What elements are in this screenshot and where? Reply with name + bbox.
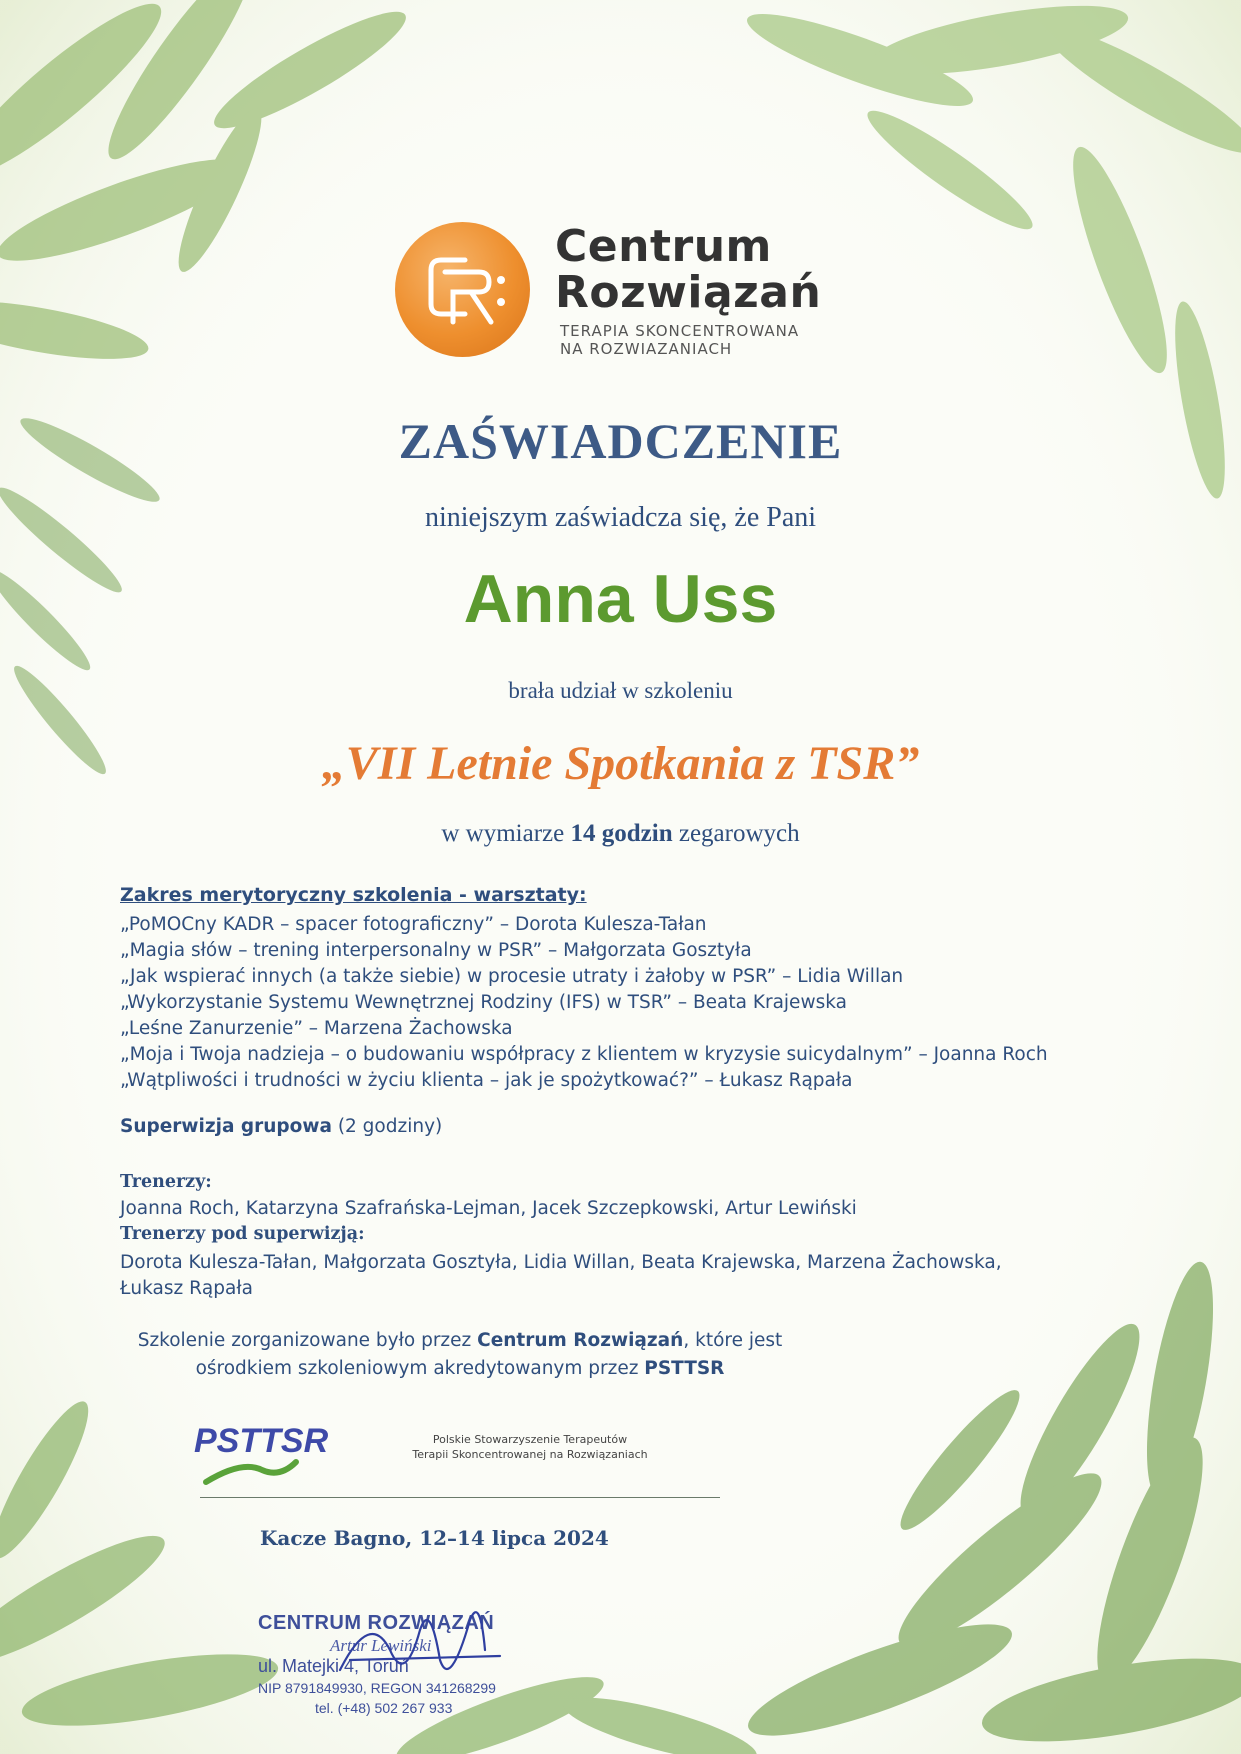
logo-tagline-line1: TERAPIA SKONCENTROWANA [560,322,800,340]
organizer-post: , które jest [683,1330,783,1351]
participation-text: brała udział w szkoleniu [508,678,733,703]
stamp-line4: NIP 8791849930, REGON 341268299 [258,1680,496,1696]
logo-tagline [560,322,880,358]
stamp-line3: ul. Matejki 4, Toruń [258,1656,409,1676]
logo-wordmark-line1: Centrum [555,221,772,272]
organizer-pre: Szkolenie zorganizowane było przez [137,1330,478,1351]
certificate-title: ZAŚWIADCZENIE [398,413,843,469]
hours-pre: w wymiarze [441,820,571,847]
hours-value: 14 godzin [570,820,673,847]
psttsr-logo-text: PSTTSR [194,1422,329,1460]
stamp-line5: tel. (+48) 502 267 933 [315,1700,453,1716]
workshop-item: „Wykorzystanie Systemu Wewnętrznej Rodziny (IFS) w TSR” – Beata Krajewska [120,992,847,1013]
supervised-trainers-line2: Łukasz Rąpała [120,1278,253,1299]
workshop-item: „Leśne Zanurzenie” – Marzena Żachowska [120,1018,513,1039]
accreditation-body: PSTTSR [644,1358,725,1379]
supervision-line [120,1116,442,1137]
organizer-name: Centrum Rozwiązań [477,1330,684,1351]
psttsr-logo [192,1412,329,1492]
supervision-duration: (2 godziny) [331,1116,443,1137]
certificate-intro: niniejszym zaświadcza się, że Pani [424,502,817,533]
workshop-item: „PoMOCny KADR – spacer fotograficzny” – Dorota Kulesza-Tałan [120,914,707,935]
training-hours [0,820,1241,848]
stamp-line2: Artur Lewiński [330,1636,432,1655]
trainers-names: Joanna Roch, Katarzyna Szafrańska-Lejman, Jacek Szczepkowski, Artur Lewiński [120,1198,857,1219]
workshop-item: „Magia słów – trening interpersonalny w PSR” – Małgorzata Gosztyła [120,940,752,961]
psttsr-name [360,1432,700,1462]
centrum-rozwiazan-logo-icon [395,222,530,357]
recipient-name: Anna Uss [463,561,778,637]
supervised-trainers-line1: Dorota Kulesza-Tałan, Małgorzata Gosztyła, Lidia Willan, Beata Krajewska, Marzena Żachowska, [120,1252,1002,1273]
workshop-item: „Moja i Twoja nadzieja – o budowaniu współpracy z klientem w kryzysie suicydalnym” – Joanna Roch [120,1044,1048,1065]
psttsr-name-line2: Terapii Skoncentrowanej na Rozwiązaniach [412,1448,648,1461]
organizer-line2 [0,1358,920,1379]
supervision-label: Superwizja grupowa [120,1116,332,1137]
training-title: „VII Letnie Spotkania z TSR” [321,737,920,790]
logo-tagline-line2: NA ROZWIAZANIACH [560,340,733,358]
stamp-line1: CENTRUM ROZWIĄZAŃ [258,1612,495,1634]
workshop-item: „Jak wspierać innych (a także siebie) w procesie utraty i żałoby w PSR” – Lidia Willan [120,966,904,987]
hours-post: zegarowych [672,820,800,847]
logo-wordmark-line2: Rozwiązań [555,267,822,318]
scope-heading: Zakres merytoryczny szkolenia - warsztaty: [120,884,587,906]
organizer-line1 [0,1330,920,1351]
workshop-item: „Wątpliwości i trudności w życiu klienta – jak je spożytkować?” – Łukasz Rąpała [120,1070,853,1091]
signature-rule [200,1497,720,1498]
trainers-label: Trenerzy: [120,1172,212,1192]
supervised-trainers-label: Trenerzy pod superwizją: [120,1224,365,1244]
accreditation-pre: ośrodkiem szkoleniowym akredytowanym przez [195,1358,645,1379]
handwritten-signature [310,1590,530,1710]
place-and-date: Kacze Bagno, 12–14 lipca 2024 [260,1526,609,1550]
psttsr-name-line1: Polskie Stowarzyszenie Terapeutów [432,1433,628,1446]
